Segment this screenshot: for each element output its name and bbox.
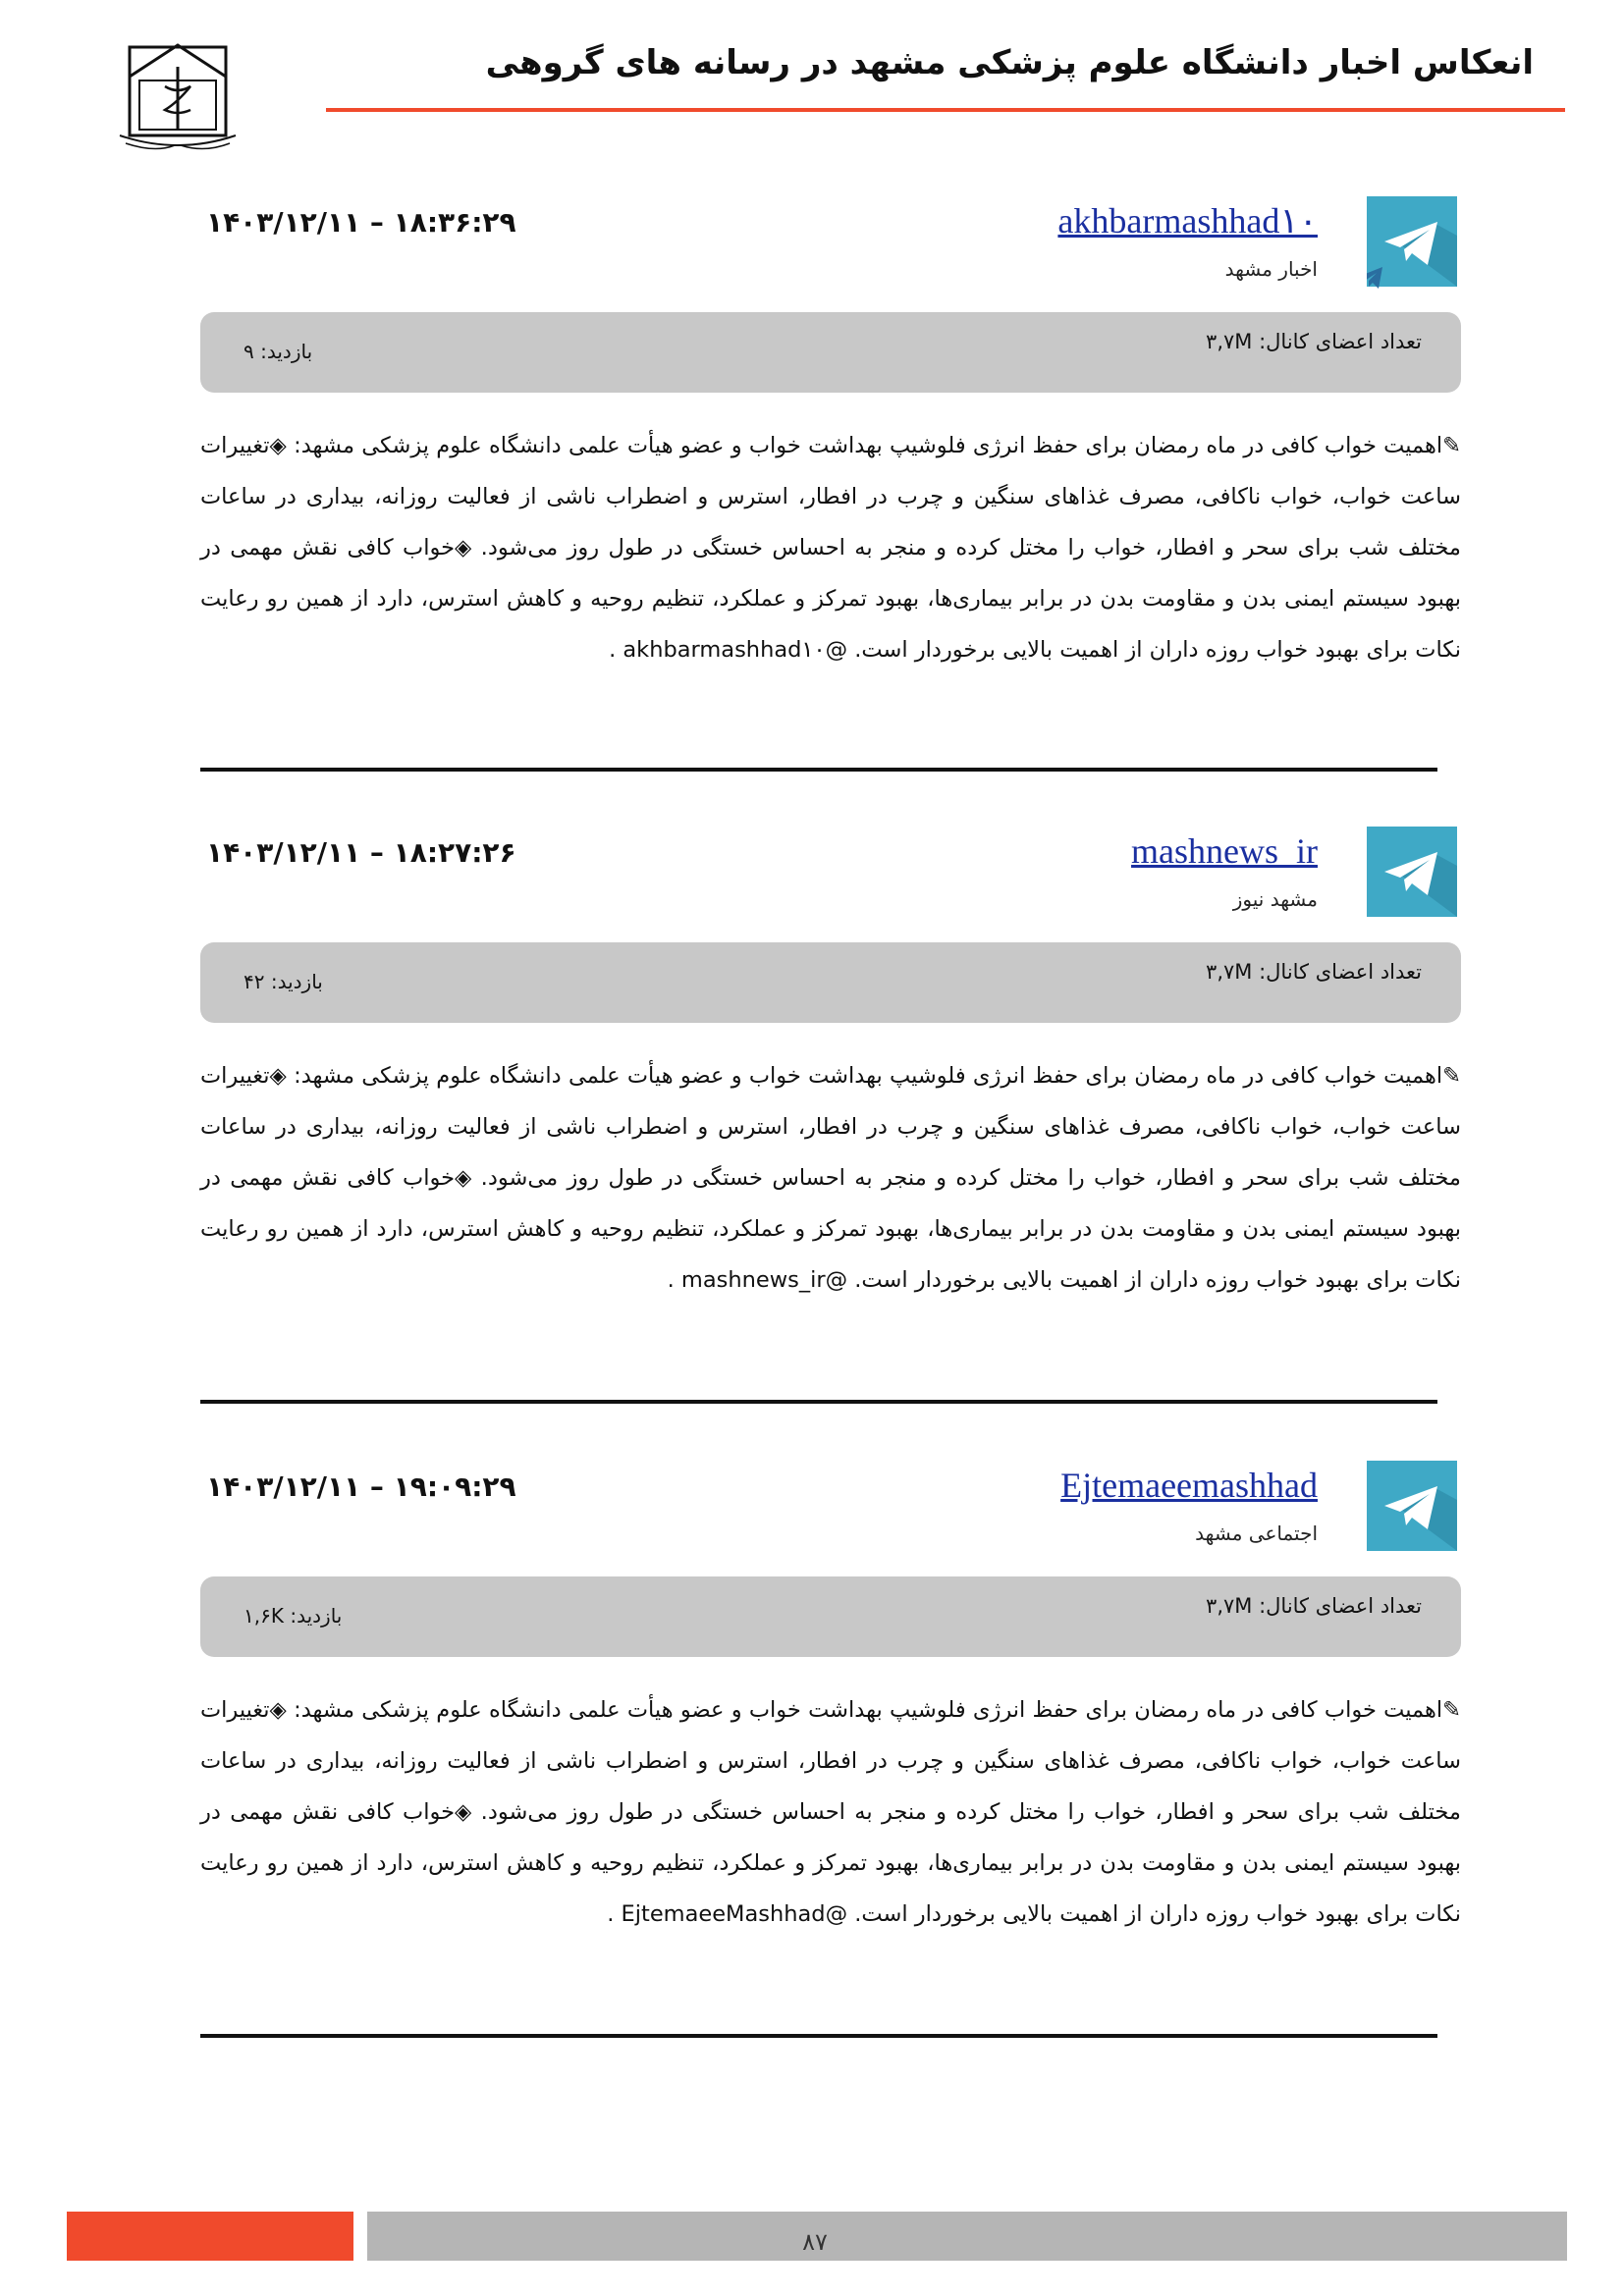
post-body: ✎اهمیت خواب کافی در ماه رمضان برای حفظ انرژی فلوشیپ بهداشت خواب و عضو هیأت علمی دانشگاه علوم پزشکی مشهد: ◈تغییرات ساعت خواب، خواب ناکافی، مصرف غذاهای سنگین و چرب در افطار، استرس و اضطراب ناشی از فعالیت روزانه، بیداری در ساعات مختلف شب برای سحر و افطار، خواب را مختل کرده و منجر به احساس خستگی در طول روز می‌شود. ◈خواب کافی نقش مهمی در بهبود سیستم ایمنی بدن و مقاومت بدن در برابر بیماری‌ها، بهبود تمرکز و عملکرد، تنظیم روحیه و کاهش استرس، دارد از همین رو رعایت نکات برای بهبود خواب روزه داران از اهمیت بالایی برخوردار است. @EjtemaeeMashhad . bbox=[200, 1697, 1461, 1927]
channel-name: مشهد نیوز bbox=[1232, 887, 1318, 911]
channel-name: اجتماعی مشهد bbox=[1195, 1522, 1318, 1545]
post-body: ✎اهمیت خواب کافی در ماه رمضان برای حفظ انرژی فلوشیپ بهداشت خواب و عضو هیأت علمی دانشگاه علوم پزشکی مشهد: ◈تغییرات ساعت خواب، خواب ناکافی، مصرف غذاهای سنگین و چرب در افطار، استرس و اضطراب ناشی از فعالیت روزانه، بیداری در ساعات مختلف شب برای سحر و افطار، خواب را مختل کرده و منجر به احساس خستگی در طول روز می‌شود. ◈خواب کافی نقش مهمی در بهبود سیستم ایمنی بدن و مقاومت بدن در برابر بیماری‌ها، بهبود تمرکز و عملکرد، تنظیم روحیه و کاهش استرس، دارد از همین رو رعایت نکات برای بهبود خواب روزه داران از اهمیت بالایی برخوردار است. @mashnews_ir . bbox=[200, 1063, 1461, 1293]
footer-bar bbox=[367, 2212, 1567, 2261]
stats-bar bbox=[200, 312, 1461, 393]
view-count: بازدید: ۱,۶K bbox=[244, 1604, 343, 1628]
news-post bbox=[0, 1461, 1624, 2089]
university-logo-icon bbox=[116, 37, 244, 167]
channel-members: تعداد اعضای کانال: ۳,۷M bbox=[1206, 330, 1422, 353]
stats-bar bbox=[200, 1576, 1461, 1657]
channel-handle-link[interactable]: mashnews_ir bbox=[1131, 831, 1318, 871]
telegram-icon bbox=[1367, 1461, 1457, 1557]
channel-handle-link[interactable]: akhbarmashhad۱۰ bbox=[1057, 201, 1318, 240]
post-datetime: ۱۴۰۳/۱۲/۱۱ – ۱۹:۰۹:۲۹ bbox=[206, 1470, 516, 1503]
telegram-icon bbox=[1367, 827, 1457, 923]
view-count: بازدید: ۴۲ bbox=[244, 970, 323, 993]
page-number: ۸۷ bbox=[802, 2228, 828, 2256]
page-title: انعکاس اخبار دانشگاه علوم پزشکی مشهد در رسانه های گروهی bbox=[485, 43, 1534, 82]
news-post bbox=[0, 827, 1624, 1455]
telegram-icon bbox=[1367, 196, 1457, 293]
post-datetime: ۱۴۰۳/۱۲/۱۱ – ۱۸:۲۷:۲۶ bbox=[206, 836, 516, 869]
channel-members: تعداد اعضای کانال: ۳,۷M bbox=[1206, 960, 1422, 984]
view-count: بازدید: ۹ bbox=[244, 340, 313, 363]
post-divider bbox=[200, 768, 1437, 772]
post-divider bbox=[200, 1400, 1437, 1404]
university-logo bbox=[116, 37, 244, 167]
post-datetime: ۱۴۰۳/۱۲/۱۱ – ۱۸:۳۶:۲۹ bbox=[206, 206, 516, 239]
footer-accent-bar bbox=[67, 2212, 353, 2261]
channel-members: تعداد اعضای کانال: ۳,۷M bbox=[1206, 1594, 1422, 1618]
news-post bbox=[0, 196, 1624, 825]
channel-handle-link[interactable]: Ejtemaeemashhad bbox=[1060, 1466, 1318, 1505]
post-body: ✎اهمیت خواب کافی در ماه رمضان برای حفظ انرژی فلوشیپ بهداشت خواب و عضو هیأت علمی دانشگاه علوم پزشکی مشهد: ◈تغییرات ساعت خواب، خواب ناکافی، مصرف غذاهای سنگین و چرب در افطار، استرس و اضطراب ناشی از فعالیت روزانه، بیداری در ساعات مختلف شب برای سحر و افطار، خواب را مختل کرده و منجر به احساس خستگی در طول روز می‌شود. ◈خواب کافی نقش مهمی در بهبود سیستم ایمنی بدن و مقاومت بدن در برابر بیماری‌ها، بهبود تمرکز و عملکرد، تنظیم روحیه و کاهش استرس، دارد از همین رو رعایت نکات برای بهبود خواب روزه داران از اهمیت بالایی برخوردار است. @akhbarmashhad۱۰ . bbox=[200, 433, 1461, 663]
channel-name: اخبار مشهد bbox=[1224, 257, 1318, 281]
header-rule bbox=[326, 108, 1565, 112]
stats-bar bbox=[200, 942, 1461, 1023]
post-divider bbox=[200, 2034, 1437, 2038]
